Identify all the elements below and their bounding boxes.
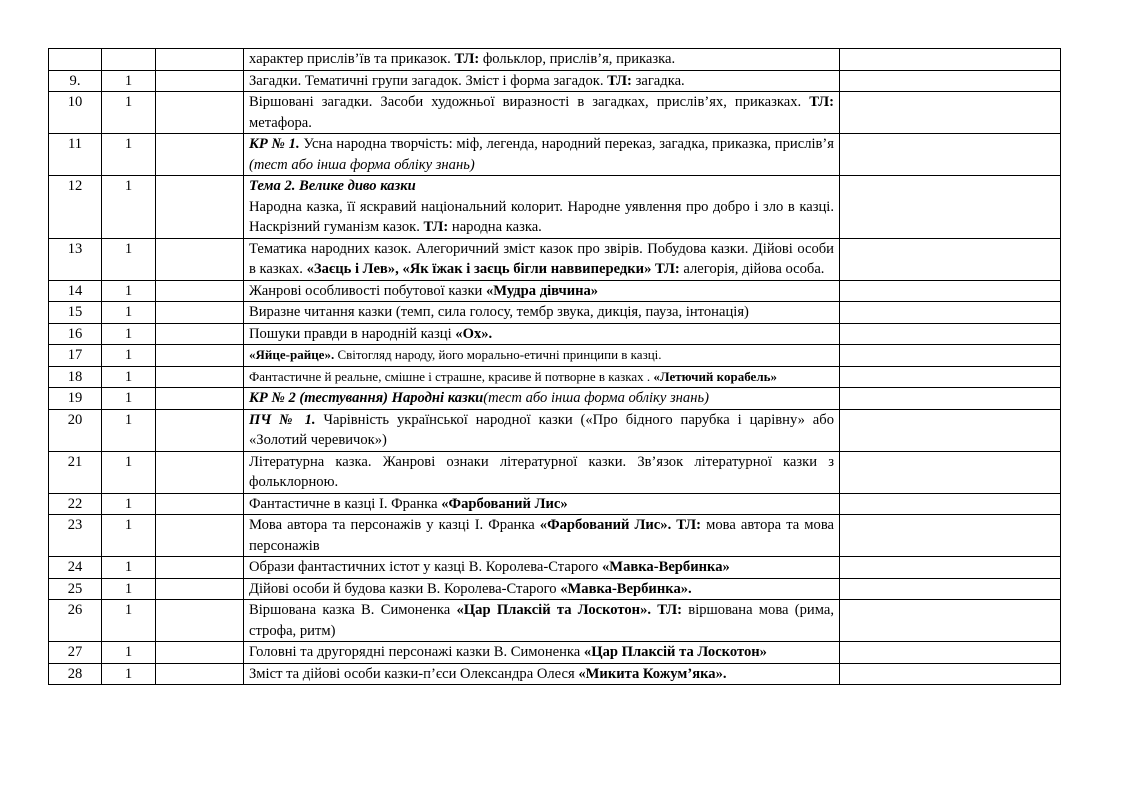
- topic-cell: [244, 493, 840, 515]
- notes-cell: [840, 409, 1061, 451]
- hours-cell: 1: [102, 92, 156, 134]
- topic-text: Фантастичне в казці І. Франка: [249, 495, 442, 512]
- topic-cell: [244, 409, 840, 451]
- notes-cell: [840, 366, 1061, 388]
- topic-cell: [244, 302, 840, 324]
- topic-text: Зміст та дійові особи казки-п’єси Олександра Олеся: [249, 665, 579, 682]
- date-cell: [156, 302, 244, 324]
- topic-text: «Микита Кожум’яка».: [578, 665, 727, 682]
- topic-text: Віршована казка В. Симоненка: [249, 602, 457, 618]
- table-row: [49, 515, 1061, 557]
- date-cell: [156, 642, 244, 664]
- table-row: [49, 238, 1061, 280]
- topic-cell: [244, 557, 840, 579]
- date-cell: [156, 134, 244, 176]
- topic-text: «Ох».: [455, 325, 493, 342]
- table-row: [49, 451, 1061, 493]
- notes-cell: [840, 70, 1061, 92]
- lesson-number-cell: 23: [49, 515, 102, 557]
- date-cell: [156, 49, 244, 71]
- topic-text: ТЛ:: [809, 94, 834, 110]
- table-row: [49, 642, 1061, 664]
- lesson-plan-table: [48, 48, 1061, 685]
- topic-text: КР № 2 (тестування) Народні казки: [249, 390, 484, 406]
- topic-text: Чарівність української народної казки («Про бідного парубка і царівну» або «Золотий черевичок»): [249, 411, 834, 448]
- hours-cell: 1: [102, 238, 156, 280]
- topic-cell: [244, 451, 840, 493]
- topic-cell: [244, 70, 840, 92]
- lesson-number-cell: 20: [49, 409, 102, 451]
- hours-cell: 1: [102, 323, 156, 345]
- date-cell: [156, 388, 244, 410]
- topic-text: Загадки. Тематичні групи загадок. Зміст і форма загадок.: [249, 72, 608, 89]
- topic-text: Фантастичне й реальне, смішне і страшне, красиве й потворне в казках .: [249, 368, 654, 384]
- date-cell: [156, 70, 244, 92]
- table-row: [49, 302, 1061, 324]
- table-row: [49, 557, 1061, 579]
- table-row: [49, 280, 1061, 302]
- table-row: [49, 92, 1061, 134]
- table-row: [49, 345, 1061, 367]
- table-row: [49, 49, 1061, 71]
- table-row: [49, 493, 1061, 515]
- topic-text: алегорія, дійова особа.: [679, 261, 825, 277]
- lesson-number-cell: 11: [49, 134, 102, 176]
- topic-text: Образи фантастичних істот у казці В. Королева-Старого: [249, 559, 602, 575]
- topic-cell: [244, 515, 840, 557]
- lesson-number-cell: 16: [49, 323, 102, 345]
- notes-cell: [840, 49, 1061, 71]
- topic-text: ТЛ:: [454, 51, 480, 67]
- topic-text: Пошуки правди в народній казці: [249, 325, 456, 342]
- topic-text: «Фарбований Лис»: [441, 495, 568, 512]
- date-cell: [156, 600, 244, 642]
- hours-cell: 1: [102, 493, 156, 515]
- topic-cell: [244, 323, 840, 345]
- topic-cell: [244, 92, 840, 134]
- lesson-number-cell: [49, 49, 102, 71]
- date-cell: [156, 515, 244, 557]
- lesson-number-cell: 17: [49, 345, 102, 367]
- date-cell: [156, 409, 244, 451]
- hours-cell: 1: [102, 642, 156, 664]
- topic-text: Дійові особи й будова казки В. Королева-Старого: [249, 580, 561, 597]
- date-cell: [156, 280, 244, 302]
- hours-cell: 1: [102, 515, 156, 557]
- topic-text: «Мавка-Вербинка».: [560, 580, 692, 597]
- lesson-number-cell: 12: [49, 176, 102, 239]
- date-cell: [156, 345, 244, 367]
- topic-text: «Цар Плаксій та Лоскотон»: [583, 644, 767, 660]
- table-row: [49, 388, 1061, 410]
- topic-text: «Цар Плаксій та Лоскотон». ТЛ:: [456, 602, 683, 618]
- notes-cell: [840, 663, 1061, 685]
- topic-text: «Мавка-Вербинка»: [602, 559, 730, 575]
- topic-text: Тема 2. Велике диво казки: [249, 178, 416, 194]
- topic-text: віршована мова (рима, строфа, ритм): [249, 602, 835, 639]
- topic-cell: [244, 49, 840, 71]
- topic-text: ТЛ:: [607, 72, 632, 89]
- lesson-number-cell: 14: [49, 280, 102, 302]
- topic-text: ПЧ № 1.: [249, 411, 316, 428]
- topic-cell: [244, 134, 840, 176]
- lesson-number-cell: 18: [49, 366, 102, 388]
- lesson-plan-body: [49, 49, 1061, 685]
- date-cell: [156, 493, 244, 515]
- lesson-number-cell: 25: [49, 578, 102, 600]
- hours-cell: 1: [102, 388, 156, 410]
- hours-cell: 1: [102, 557, 156, 579]
- hours-cell: 1: [102, 578, 156, 600]
- hours-cell: 1: [102, 176, 156, 239]
- notes-cell: [840, 323, 1061, 345]
- topic-text: Жанрові особливості побутової казки: [249, 282, 486, 299]
- topic-text: Народна казка, її яскравий національний колорит. Народне уявлення про добро і зло в казці. Наскрізний гуманізм казок.: [249, 198, 834, 235]
- table-row: [49, 409, 1061, 451]
- topic-text: Літературна казка. Жанрові ознаки літературної казки. Зв’язок літературної казки з фольклорною.: [249, 453, 834, 490]
- table-row: [49, 366, 1061, 388]
- hours-cell: 1: [102, 409, 156, 451]
- lesson-number-cell: 15: [49, 302, 102, 324]
- hours-cell: 1: [102, 366, 156, 388]
- topic-text: загадка.: [631, 72, 685, 89]
- topic-cell: [244, 176, 840, 239]
- table-row: [49, 578, 1061, 600]
- notes-cell: [840, 280, 1061, 302]
- table-row: [49, 663, 1061, 685]
- table-row: [49, 176, 1061, 239]
- topic-text: «Летючий корабель»: [653, 368, 777, 384]
- lesson-number-cell: 9.: [49, 70, 102, 92]
- notes-cell: [840, 388, 1061, 410]
- notes-cell: [840, 176, 1061, 239]
- notes-cell: [840, 134, 1061, 176]
- topic-text: ТЛ:: [423, 219, 449, 235]
- hours-cell: 1: [102, 280, 156, 302]
- lesson-number-cell: 27: [49, 642, 102, 664]
- notes-cell: [840, 600, 1061, 642]
- hours-cell: 1: [102, 302, 156, 324]
- notes-cell: [840, 92, 1061, 134]
- topic-text: Тематика народних казок. Алегоричний зміст казок про звірів. Побудова казки. Дійові особи в казках.: [249, 240, 834, 277]
- date-cell: [156, 366, 244, 388]
- lesson-number-cell: 26: [49, 600, 102, 642]
- hours-cell: 1: [102, 600, 156, 642]
- topic-text: народна казка.: [448, 219, 542, 235]
- notes-cell: [840, 515, 1061, 557]
- notes-cell: [840, 451, 1061, 493]
- topic-text: (тест або інша форма обліку знань): [249, 156, 475, 173]
- topic-text: «Фарбований Лис». ТЛ:: [539, 517, 702, 533]
- topic-cell: [244, 642, 840, 664]
- lesson-number-cell: 24: [49, 557, 102, 579]
- hours-cell: [102, 49, 156, 71]
- date-cell: [156, 557, 244, 579]
- table-row: [49, 70, 1061, 92]
- lesson-number-cell: 13: [49, 238, 102, 280]
- topic-text: Мова автора та персонажів у казці І. Франка: [249, 517, 540, 533]
- topic-text: характер прислів’їв та приказок.: [249, 51, 455, 67]
- table-row: [49, 600, 1061, 642]
- date-cell: [156, 578, 244, 600]
- hours-cell: 1: [102, 134, 156, 176]
- notes-cell: [840, 493, 1061, 515]
- hours-cell: 1: [102, 345, 156, 367]
- topic-text: «Яйце-райце».: [249, 347, 335, 362]
- date-cell: [156, 663, 244, 685]
- topic-text: Головні та другорядні персонажі казки В. Симоненка: [249, 644, 584, 660]
- notes-cell: [840, 345, 1061, 367]
- date-cell: [156, 176, 244, 239]
- lesson-number-cell: 28: [49, 663, 102, 685]
- topic-text: (тест або інша форма обліку знань): [483, 390, 709, 406]
- topic-cell: [244, 388, 840, 410]
- topic-text: «Мудра дівчина»: [486, 282, 599, 299]
- lesson-number-cell: 10: [49, 92, 102, 134]
- topic-text: «Заєць і Лев», «Як їжак і заєць бігли наввипередки» ТЛ:: [306, 261, 680, 277]
- hours-cell: 1: [102, 663, 156, 685]
- topic-text: Усна народна творчість: міф, легенда, народний переказ, загадка, приказка, прислів’я: [299, 136, 834, 152]
- date-cell: [156, 451, 244, 493]
- lesson-number-cell: 22: [49, 493, 102, 515]
- notes-cell: [840, 642, 1061, 664]
- topic-cell: [244, 600, 840, 642]
- lesson-number-cell: 19: [49, 388, 102, 410]
- topic-text: мова автора та мова персонажів: [249, 517, 834, 554]
- topic-cell: [244, 663, 840, 685]
- hours-cell: 1: [102, 451, 156, 493]
- topic-cell: [244, 238, 840, 280]
- topic-cell: [244, 345, 840, 367]
- date-cell: [156, 323, 244, 345]
- date-cell: [156, 238, 244, 280]
- topic-text: Виразне читання казки (темп, сила голосу, тембр звука, дикція, пауза, інтонація): [249, 304, 749, 320]
- table-row: [49, 323, 1061, 345]
- lesson-number-cell: 21: [49, 451, 102, 493]
- hours-cell: 1: [102, 70, 156, 92]
- topic-cell: [244, 578, 840, 600]
- topic-text: Віршовані загадки. Засоби художньої виразності в загадках, прислів’ях, приказках.: [249, 94, 810, 110]
- notes-cell: [840, 557, 1061, 579]
- topic-cell: [244, 280, 840, 302]
- topic-text: фольклор, прислів’я, приказка.: [479, 51, 676, 67]
- topic-text: Світогляд народу, його морально-етичні принципи в казці.: [334, 347, 662, 362]
- notes-cell: [840, 238, 1061, 280]
- notes-cell: [840, 578, 1061, 600]
- topic-cell: [244, 366, 840, 388]
- topic-text: КР № 1.: [249, 136, 300, 152]
- notes-cell: [840, 302, 1061, 324]
- topic-text: метафора.: [249, 114, 312, 131]
- date-cell: [156, 92, 244, 134]
- table-row: [49, 134, 1061, 176]
